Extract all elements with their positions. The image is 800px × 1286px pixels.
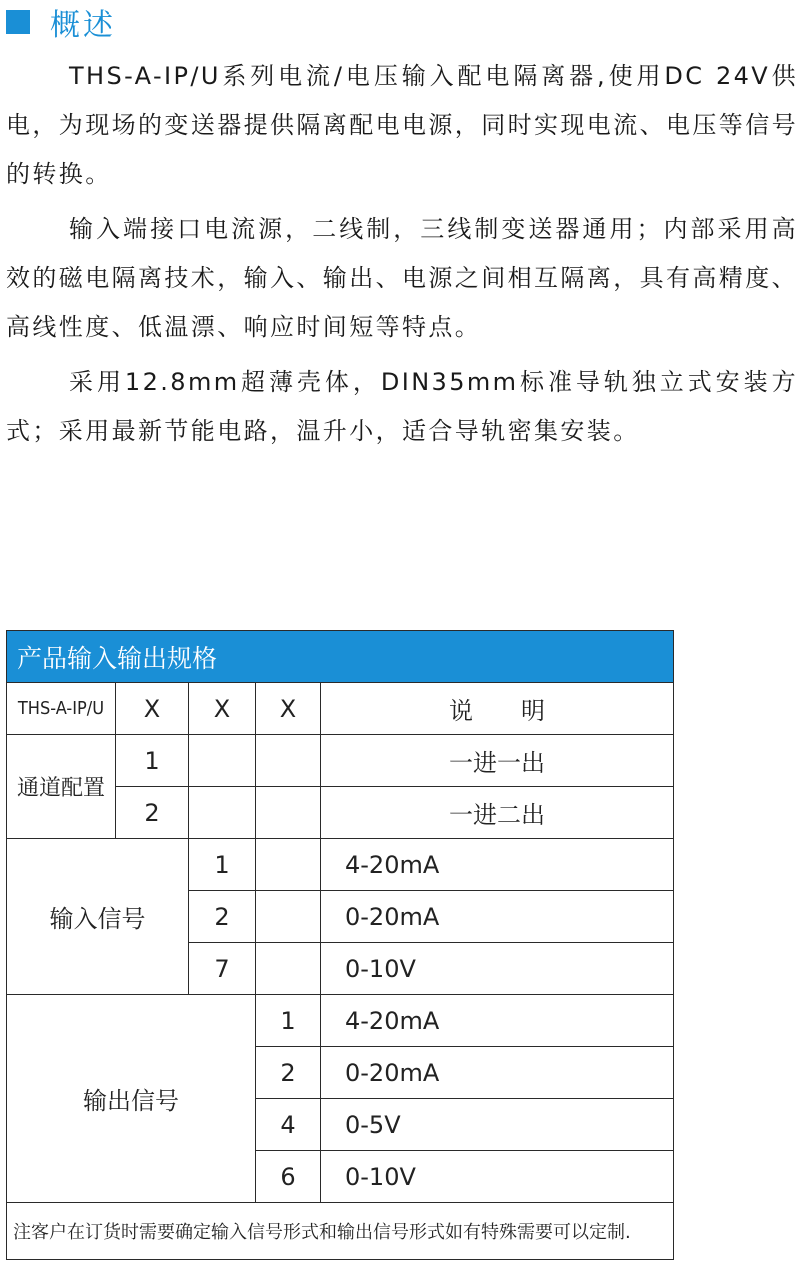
- output-desc: 0-20mA: [321, 1047, 674, 1099]
- channel-code: 2: [116, 787, 189, 839]
- square-bullet-icon: [6, 10, 30, 34]
- table-row: [7, 995, 674, 1047]
- input-desc: 4-20mA: [321, 839, 674, 891]
- input-signal-label: 输入信号: [7, 839, 189, 995]
- order-note: 注客户在订货时需要确定输入信号形式和输出信号形式如有特殊需要可以定制.: [7, 1203, 674, 1260]
- table-row: [7, 735, 674, 787]
- x2-header: X: [189, 683, 256, 735]
- output-code: 1: [256, 995, 321, 1047]
- paragraph-intro: THS-A-IP/U系列电流/电压输入配电隔离器,使用DC 24V供电，为现场的变送器提供隔离配电电源，同时实现电流、电压等信号的转换。: [6, 62, 798, 188]
- spec-table: [6, 630, 674, 1260]
- empty-cell: [256, 787, 321, 839]
- x3-header: X: [256, 683, 321, 735]
- output-code: 4: [256, 1099, 321, 1151]
- paragraph-housing: 采用12.8mm超薄壳体，DIN35mm标准导轨独立式安装方式；采用最新节能电路，温升小，适合导轨密集安装。: [6, 368, 798, 445]
- empty-cell: [189, 735, 256, 787]
- table-note-row: [7, 1203, 674, 1260]
- empty-cell: [256, 839, 321, 891]
- empty-cell: [256, 735, 321, 787]
- output-code: 6: [256, 1151, 321, 1203]
- paragraph-features: 输入端接口电流源，二线制，三线制变送器通用；内部采用高效的磁电隔离技术，输入、输出、电源之间相互隔离，具有高精度、高线性度、低温漂、响应时间短等特点。: [6, 215, 798, 341]
- table-row: [7, 839, 674, 891]
- output-desc: 0-5V: [321, 1099, 674, 1151]
- empty-cell: [256, 943, 321, 995]
- channel-code: 1: [116, 735, 189, 787]
- table-header-row: [7, 683, 674, 735]
- description-header: 说 明: [321, 683, 674, 735]
- channel-desc: 一进一出: [321, 735, 674, 787]
- table-title: 产品输入输出规格: [7, 631, 674, 683]
- table-title-row: [7, 631, 674, 683]
- section-title: 概述: [50, 8, 116, 43]
- input-code: 7: [189, 943, 256, 995]
- input-desc: 0-10V: [321, 943, 674, 995]
- channel-config-label: 通道配置: [7, 735, 116, 839]
- section-header: [6, 4, 116, 43]
- x1-header: X: [116, 683, 189, 735]
- output-code: 2: [256, 1047, 321, 1099]
- empty-cell: [256, 891, 321, 943]
- overview-text: [6, 52, 798, 462]
- model-header: THS-A-IP/U: [7, 683, 116, 735]
- input-code: 2: [189, 891, 256, 943]
- output-desc: 4-20mA: [321, 995, 674, 1047]
- input-desc: 0-20mA: [321, 891, 674, 943]
- channel-desc: 一进二出: [321, 787, 674, 839]
- output-desc: 0-10V: [321, 1151, 674, 1203]
- output-signal-label: 输出信号: [7, 995, 256, 1203]
- empty-cell: [189, 787, 256, 839]
- input-code: 1: [189, 839, 256, 891]
